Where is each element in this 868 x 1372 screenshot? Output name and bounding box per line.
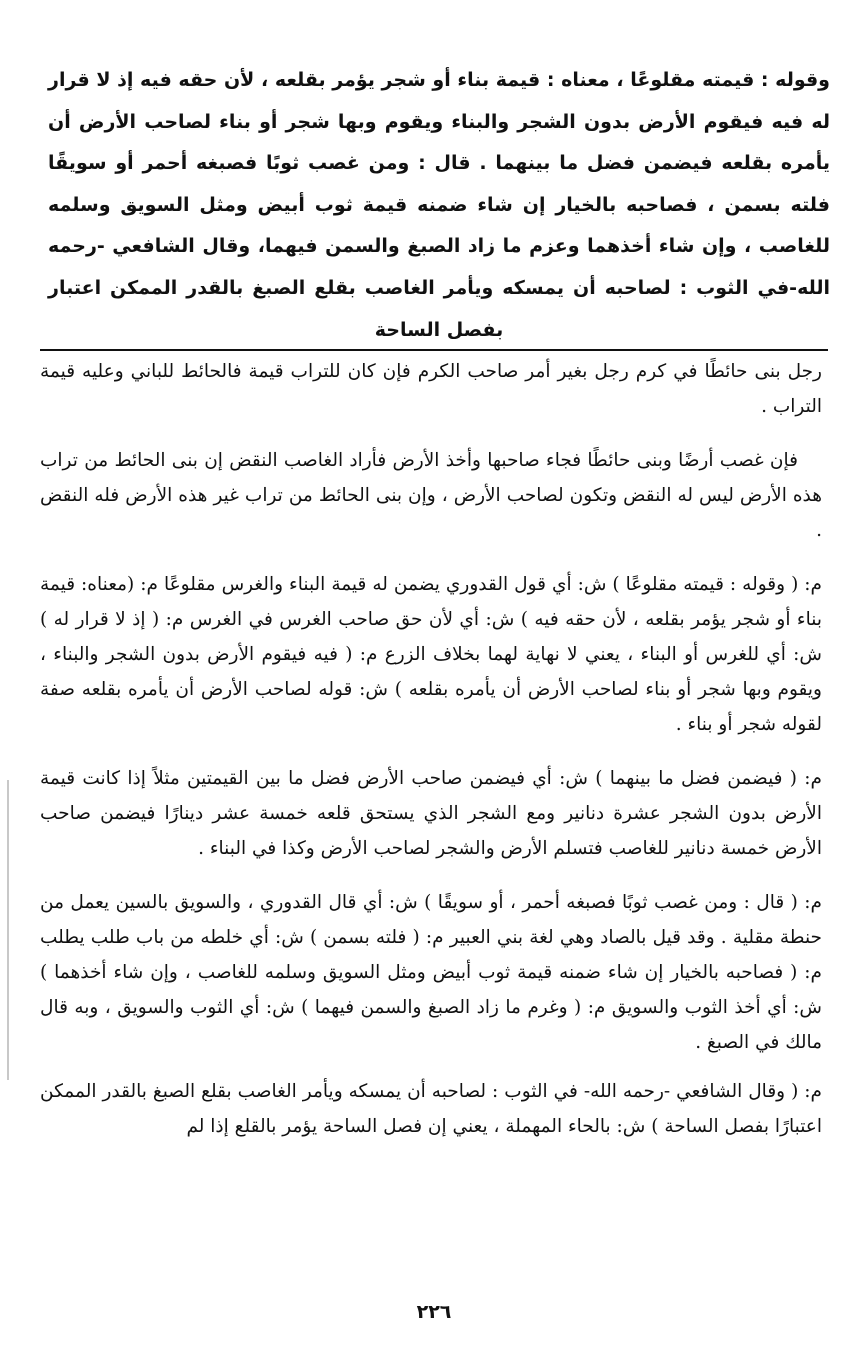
commentary-paragraph: م: ( قال : ومن غصب ثوبًا فصبغه أحمر ، أو سويقًا ) ش: أي قال القدوري ، والسويق بالسين يعمل من حنطة مقلية . وقد قيل بالصاد وهي لغة بني العبير م: ( فلته بسمن ) ش: أي خلطه من باب طلب يطلب م: ( فصاحبه بالخيار إن شاء ضمنه قيمة ثوب أبيض ومثل السويق وسلمه للغاصب ، وإن شاء أخذهما ) ش: أي أخذ الثوب والسويق م: ( وغرم ما زاد الصبغ والسمن فيهما ) ش: أي الثوب والسويق ، وبه قال مالك في الصبغ . bbox=[40, 892, 822, 1053]
commentary-paragraph: م: ( فيضمن فضل ما بينهما ) ش: أي فيضمن صاحب الأرض فضل ما بين القيمتين مثلاً إذا كانت قيمة الأرض بدون الشجر عشرة دنانير ومع الشجر الذي يستحق قلعه خمسة عشر دينارًا فيضمن صاحب الأرض خمسة دنانير للغاصب فتسلم الأرض والشجر لصاحب الأرض وكذا في البناء . bbox=[40, 768, 822, 859]
commentary-paragraph: فإن غصب أرضًا وبنى حائطًا فجاء صاحبها وأخذ الأرض فأراد الغاصب النقض إن بنى الحائط من تراب هذه الأرض ليس له النقض وتكون لصاحب الأرض ، وإن بنى الحائط من تراب غير هذه الأرض فله النقض . bbox=[40, 450, 822, 541]
commentary-paragraph: رجل بنى حائطًا في كرم رجل بغير أمر صاحب الكرم فإن كان للتراب قيمة فالحائط للباني وعليه قيمة التراب . bbox=[40, 361, 822, 417]
commentary-paragraph: م: ( وقال الشافعي -رحمه الله- في الثوب : لصاحبه أن يمسكه ويأمر الغاصب بقلع الصبغ بالقدر الممكن اعتبارًا بفصل الساحة ) ش: بالحاء المهملة ، يعني إن فصل الساحة يؤمر بالقلع إذا لم bbox=[40, 1081, 822, 1137]
commentary-paragraph: م: ( وقوله : قيمته مقلوعًا ) ش: أي قول القدوري يضمن له قيمة البناء والغرس مقلوعًا م: (معناه: قيمة بناء أو شجر يؤمر بقلعه ، لأن حقه فيه ) ش: أي لأن حق صاحب الغرس في الغرس م: ( إذ لا قرار له ) ش: أي للغرس أو البناء ، يعني لا نهاية لهما بخلاف الزرع م: ( فيه فيقوم الأرض بدون الشجر والبناء ، ويقوم وبها شجر أو بناء لصاحب الأرض أن يأمره بقلعه ) ش: قوله لصاحب الأرض أن يأمره بقلعه صفة لقوله شجر أو بناء . bbox=[40, 574, 822, 735]
scan-edge-shadow bbox=[7, 780, 9, 1080]
main-text-block: وقوله : قيمته مقلوعًا ، معناه : قيمة بناء أو شجر يؤمر بقلعه ، لأن حقه فيه إذ لا قرار له فيه فيقوم الأرض بدون الشجر والبناء ويقوم وبها شجر أو بناء لصاحب الأرض أن يأمره بقلعه فيضمن فضل ما بينهما . قال : ومن غصب ثوبًا فصبغه أحمر أو سويقًا فلته بسمن ، فصاحبه بالخيار إن شاء ضمنه قيمة ثوب أبيض ومثل السويق وسلمه للغاصب ، وإن شاء أخذهما وعزم ما زاد الصبغ والسمن فيهما، وقال الشافعي -رحمه الله-في الثوب : لصاحبه أن يمسكه ويأمر الغاصب بقلع الصبغ بالقدر الممكن اعتبار بفصل الساحة bbox=[48, 69, 830, 341]
page-number: ٢٢٦ bbox=[416, 1301, 452, 1323]
footnote-divider-line bbox=[40, 349, 828, 351]
commentary-block bbox=[40, 354, 822, 1163]
